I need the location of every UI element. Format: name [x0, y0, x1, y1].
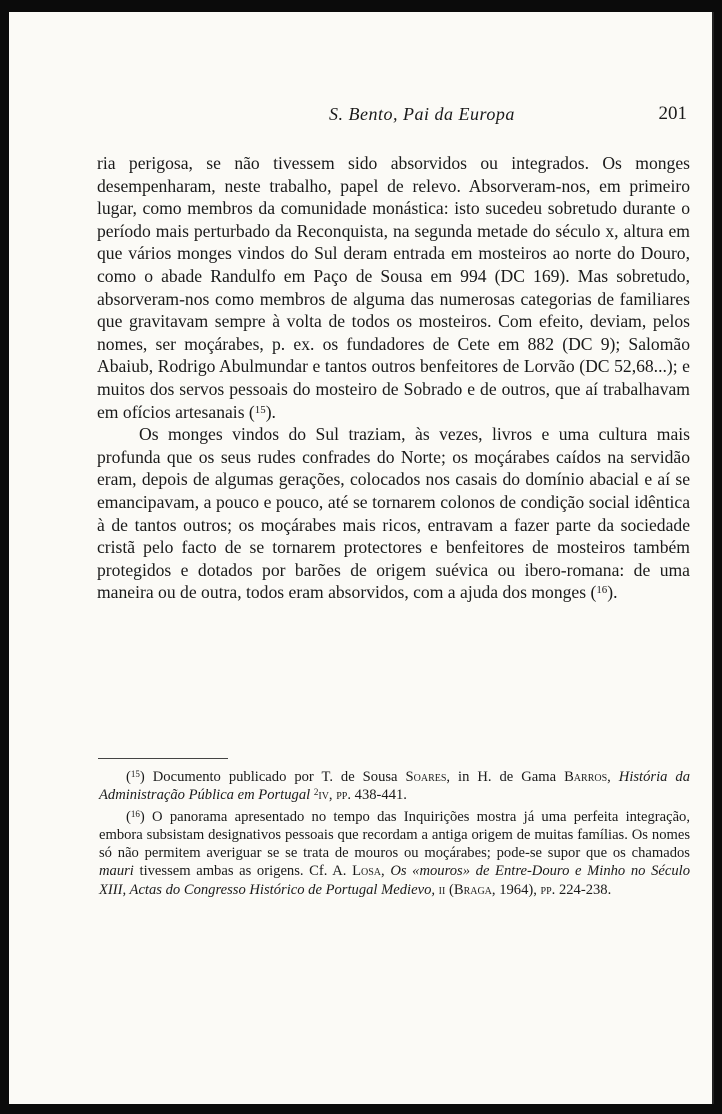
book-page: [9, 12, 714, 1104]
footnote-15-text-2: , in H. de Gama: [446, 769, 565, 785]
footnote-16-number: 16: [130, 808, 140, 819]
page-header: [99, 104, 689, 132]
footnote-16-author: Losa: [352, 863, 382, 880]
footnote-15-close: ): [139, 769, 145, 785]
page-number: 201: [658, 103, 687, 124]
footnote-15-text-3: ,: [607, 769, 619, 785]
footnote-16-text-3: ,: [381, 863, 391, 880]
footnote-15-text-1: Documento publicado por T. de Sousa: [144, 769, 406, 785]
footnote-15-open: (: [126, 769, 131, 785]
footnotes: [99, 768, 690, 902]
footnote-16-term: mauri: [99, 863, 134, 880]
footnote-15: [99, 768, 690, 805]
paragraph-1-text: ria perigosa, se não tivessem sido absorvidos ou integrados. Os monges desempenharam, neste trabalho, papel de relevo. Absorveram-nos, em primeiro lugar, como membros da comunidade monástica: isto sucedeu sobretudo durante o período mais perturbado da Reconquista, na segunda metade do século x, altura em que vários monges vindos do Sul deram entrada em mosteiros ao norte do Douro, como o abade Randulfo em Paço de Sousa em 994 (DC 169). Mas sobretudo, absorveram-nos como membros de alguma das numerosas categorias de familiares que gravitavam sempre à volta de todos os mosteiros. Com efeito, deviam, pelos nomes, ser moçárabes, p. ex. os fundadores de Cete em 882 (DC 9); Salomão Abaiub, Rodrigo Abulmundar e tantos outros benfeitores de Lorvão (DC 52,68...); e muitos dos servos pessoais do mosteiro de Sobrado e de outros, que aí trabalhavam em ofícios artesanais (: [97, 153, 690, 422]
paragraph-2-text: Os monges vindos do Sul traziam, às vezes, livros e uma cultura mais profunda que os seus rudes confrades do Norte; os moçárabes caídos na servidão eram, depois de algumas gerações, colocados nos casais do domínio abacial e aí se emancipavam, a pouco e pouco, até se tornarem colonos de condição social idêntica à de tantos outros; os moçárabes mais ricos, entravam a fazer parte da sociedade cristã pelo facto de se tornarem protectores e benfeitores de mosteiros também protegidos e dotados por barões de origem suévica ou ibero-romana: de uma maneira ou de outra, todos eram absorvidos, com a ajuda dos monges (: [97, 424, 690, 603]
footnote-15-text-5: iv, pp. 438-441.: [318, 787, 407, 804]
footnote-16-open: (: [126, 808, 131, 825]
footnote-16-text-2: tivessem ambas as origens. Cf. A.: [133, 863, 353, 880]
footnote-16-text-1: O panorama apresentado no tempo das Inquirições mostra já uma perfeita integração, embora subsistam designativos pessoais que recordam a antiga origem de muitas famílias. Os nomes só não permitem averiguar se se trata de mouros ou moçárabes; pode-se supor que os chamados: [99, 808, 690, 862]
footnote-16-close: ): [139, 808, 145, 825]
paragraph-2-end: ).: [607, 582, 618, 603]
footnote-15-author-2: Barros: [564, 769, 608, 785]
paragraph-2: [97, 423, 690, 604]
paragraph-1-end: ).: [265, 401, 276, 422]
paragraph-1: [97, 152, 690, 423]
footnote-15-number: 15: [130, 768, 140, 779]
footnote-16: [99, 808, 690, 899]
footnote-16-text-4: ii (Braga, 1964), pp. 224-238.: [435, 881, 612, 898]
main-text: [97, 152, 690, 604]
footnote-ref-16: 16: [596, 584, 608, 597]
footnote-16-book-title: Os «mouros» de Entre-Douro e Minho no Século XIII, Actas do Congresso Histórico de Portugal Medievo,: [99, 863, 690, 898]
footnote-15-edition: 2: [313, 787, 319, 798]
footnote-ref-15: 15: [254, 403, 266, 416]
footnote-separator: [98, 758, 228, 759]
running-title: S. Bento, Pai da Europa: [329, 104, 515, 124]
footnote-15-author-1: Soares: [405, 769, 447, 785]
footnote-15-book-title: História da Administração Pública em Portugal: [99, 769, 690, 804]
